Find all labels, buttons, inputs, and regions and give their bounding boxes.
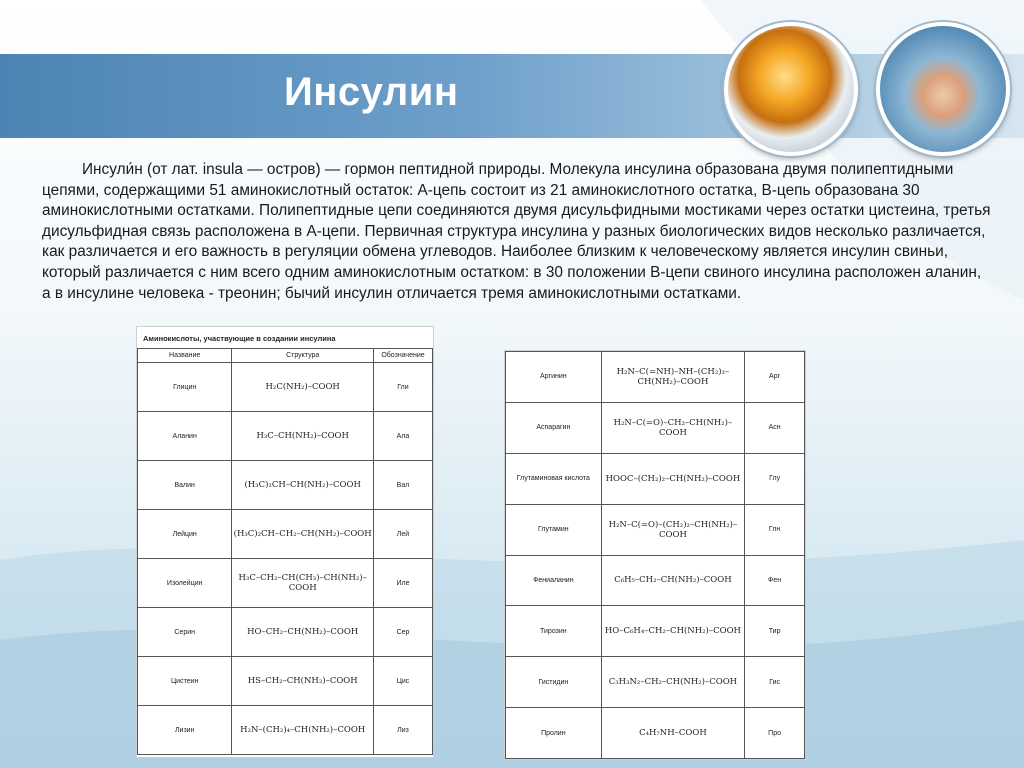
amino-acid-structure: H₂N–C(=O)–(CH₂)₂–CH(NH₂)–COOH xyxy=(601,504,745,555)
insulin-description-text: Инсули́н (от лат. insula — остров) — гормон пептидной природы. Молекула инсулина образована двумя полипептидными цепями, содержащими 51 аминокислотный остаток: А-цепь состоит из 21 аминокислотного остатка, В-цепь образована 30 аминокислотными остатками. Полипептидные цепи соединяются двумя дисульфидными мостиками через остатки цистеина, третья дисульфидная связь расположена в А-цепи. Первичная структура инсулина у разных биологических видов несколько различается, как различается и его важность в регуляции обмена углеводов. Наиболее близким к человеческому является инсулин свиньи, который различается с ним всего одним аминокислотным остатком: в 30 положении В-цепи свиного инсулина расположен аланин, а в инсулине человека - треонин; бычий инсулин отличается тремя аминокислотными остатками. xyxy=(42,161,991,302)
amino-acid-structure: C₃H₃N₂–CH₂–CH(NH₂)–COOH xyxy=(601,657,745,708)
amino-acid-name: Аспарагин xyxy=(506,402,602,453)
amino-acid-abbr: Про xyxy=(745,708,805,759)
pills-photo xyxy=(724,22,858,156)
amino-acid-structure: HOOC–(CH₂)₂–CH(NH₂)–COOH xyxy=(601,453,745,504)
amino-acid-abbr: Иле xyxy=(373,559,432,608)
header-abbr: Обозначение xyxy=(373,349,432,363)
surgeon-photo xyxy=(876,22,1010,156)
amino-acid-structure: HO–CH₂–CH(NH₂)–COOH xyxy=(232,608,374,657)
amino-acid-name: Лизин xyxy=(138,706,232,755)
amino-acids-table-right xyxy=(504,350,806,760)
amino-acid-structure: H₂N–(CH₂)₄–CH(NH₂)–COOH xyxy=(232,706,374,755)
left-table xyxy=(137,348,433,755)
insulin-description xyxy=(42,160,992,304)
amino-acid-structure: C₆H₅–CH₂–CH(NH₂)–COOH xyxy=(601,555,745,606)
amino-acid-name: Глутамин xyxy=(506,504,602,555)
table-row xyxy=(138,657,433,706)
amino-acid-abbr: Ала xyxy=(373,412,432,461)
amino-acid-name: Аргинин xyxy=(506,352,602,403)
table-row xyxy=(138,510,433,559)
amino-acid-structure: H₂N–C(=NH)–NH–(CH₂)₃–CH(NH₂)–COOH xyxy=(601,352,745,403)
table-row xyxy=(138,608,433,657)
amino-acid-name: Изолейцин xyxy=(138,559,232,608)
amino-acid-structure: (H₃C)₂CH–CH(NH₂)–COOH xyxy=(232,461,374,510)
amino-acid-name: Фениаланин xyxy=(506,555,602,606)
amino-acid-abbr: Глн xyxy=(745,504,805,555)
amino-acid-name: Гистидин xyxy=(506,657,602,708)
amino-acid-name: Цистеин xyxy=(138,657,232,706)
table-row xyxy=(138,559,433,608)
right-table xyxy=(505,351,805,759)
title-banner xyxy=(0,54,1024,138)
amino-acid-name: Аланин xyxy=(138,412,232,461)
table-row xyxy=(506,555,805,606)
amino-acid-abbr: Гис xyxy=(745,657,805,708)
amino-acid-abbr: Цис xyxy=(373,657,432,706)
table-row xyxy=(138,461,433,510)
amino-acid-name: Тирозин xyxy=(506,606,602,657)
amino-acid-abbr: Глу xyxy=(745,453,805,504)
table-caption: Аминокислоты, участвующие в создании инсулина xyxy=(143,334,336,343)
amino-acid-abbr: Лей xyxy=(373,510,432,559)
amino-acid-abbr: Лиз xyxy=(373,706,432,755)
table-row xyxy=(506,453,805,504)
amino-acid-abbr: Тир xyxy=(745,606,805,657)
table-row xyxy=(506,402,805,453)
table-row xyxy=(138,412,433,461)
header-name: Название xyxy=(138,349,232,363)
amino-acid-abbr: Фен xyxy=(745,555,805,606)
amino-acid-name: Глутаминовая кислота xyxy=(506,453,602,504)
table-row xyxy=(506,708,805,759)
amino-acids-table-left xyxy=(136,326,434,758)
amino-acid-name: Пролин xyxy=(506,708,602,759)
amino-acid-structure: HS–CH₂–CH(NH₂)–COOH xyxy=(232,657,374,706)
table-row xyxy=(506,504,805,555)
amino-acid-abbr: Асн xyxy=(745,402,805,453)
table-row xyxy=(506,606,805,657)
table-row xyxy=(138,363,433,412)
amino-acid-structure: H₃C–CH₂–CH(CH₃)–CH(NH₂)–COOH xyxy=(232,559,374,608)
amino-acid-name: Серин xyxy=(138,608,232,657)
table-row xyxy=(506,352,805,403)
amino-acid-name: Глицин xyxy=(138,363,232,412)
amino-acid-structure: HO–C₆H₄–CH₂–CH(NH₂)–COOH xyxy=(601,606,745,657)
amino-acid-structure: (H₃C)₂CH–CH₂–CH(NH₂)–COOH xyxy=(232,510,374,559)
amino-acid-name: Валин xyxy=(138,461,232,510)
amino-acid-structure: H₂N–C(=O)–CH₂–CH(NH₂)–COOH xyxy=(601,402,745,453)
header-structure: Структура xyxy=(232,349,374,363)
amino-acid-structure: C₄H₇NH–COOH xyxy=(601,708,745,759)
amino-acid-abbr: Вал xyxy=(373,461,432,510)
amino-acid-structure: H₂C(NH₂)–COOH xyxy=(232,363,374,412)
amino-acid-name: Лейцин xyxy=(138,510,232,559)
amino-acid-abbr: Гли xyxy=(373,363,432,412)
amino-acid-abbr: Сер xyxy=(373,608,432,657)
table-row xyxy=(506,657,805,708)
slide-title: Инсулин xyxy=(284,70,459,114)
table-row xyxy=(138,706,433,755)
amino-acid-abbr: Арг xyxy=(745,352,805,403)
amino-acid-structure: H₃C–CH(NH₂)–COOH xyxy=(232,412,374,461)
